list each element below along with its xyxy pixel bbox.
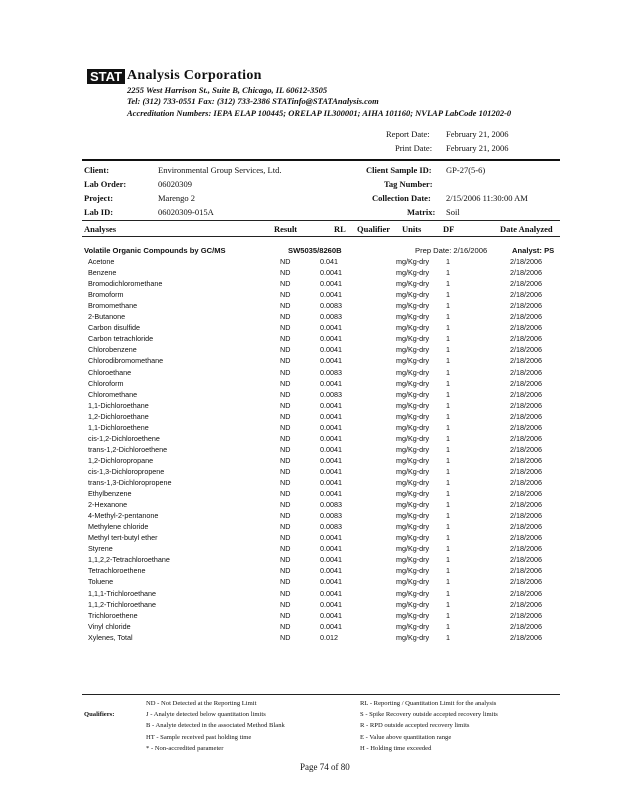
result-cell: ND bbox=[280, 555, 291, 565]
analyte-cell: Bromomethane bbox=[88, 301, 138, 311]
date-cell: 2/18/2006 bbox=[510, 356, 542, 366]
result-cell: ND bbox=[280, 257, 291, 266]
rl-cell: 0.0041 bbox=[320, 455, 342, 465]
units-cell: mg/Kg-dry bbox=[396, 389, 430, 399]
df-cell: 1 bbox=[446, 257, 450, 266]
analyte-cell: 2-Hexanone bbox=[88, 500, 128, 510]
table-row bbox=[0, 290, 642, 301]
col-analyses: Analyses bbox=[84, 224, 117, 234]
rl-cell: 0.0041 bbox=[320, 334, 342, 344]
project-label: Project: bbox=[84, 193, 114, 203]
section-analyst: Analyst: PS bbox=[512, 246, 555, 255]
company-name: Analysis Corporation bbox=[127, 68, 262, 83]
table-row bbox=[0, 478, 642, 489]
rl-cell: 0.0083 bbox=[320, 301, 342, 311]
date-cell: 2/18/2006 bbox=[510, 599, 542, 609]
result-cell: ND bbox=[280, 566, 291, 576]
result-cell: ND bbox=[280, 599, 291, 609]
df-cell: 1 bbox=[446, 433, 450, 443]
units-cell: mg/Kg-dry bbox=[396, 621, 430, 631]
result-cell: ND bbox=[280, 378, 291, 388]
date-cell: 2/18/2006 bbox=[510, 389, 542, 399]
units-cell: mg/Kg-dry bbox=[396, 632, 430, 642]
df-cell: 1 bbox=[446, 500, 450, 510]
analyte-cell: Methylene chloride bbox=[88, 522, 149, 532]
df-cell: 1 bbox=[446, 290, 450, 300]
date-cell: 2/18/2006 bbox=[510, 323, 542, 333]
table-row bbox=[0, 500, 642, 511]
analyte-cell: Bromoform bbox=[88, 290, 124, 300]
footer-rule bbox=[82, 694, 560, 695]
rl-cell: 0.0041 bbox=[320, 544, 342, 554]
analyte-cell: Tetrachloroethene bbox=[88, 566, 146, 576]
df-cell: 1 bbox=[446, 610, 450, 620]
analyte-cell: Methyl tert-butyl ether bbox=[88, 533, 158, 543]
result-cell: ND bbox=[280, 455, 291, 465]
units-cell: mg/Kg-dry bbox=[396, 411, 430, 421]
rl-cell: 0.0041 bbox=[320, 433, 342, 443]
table-row bbox=[0, 390, 642, 401]
table-row bbox=[0, 622, 642, 633]
rl-cell: 0.0041 bbox=[320, 279, 342, 289]
company-contact: Tel: (312) 733-0551 Fax: (312) 733-2386 STATinfo@STATAnalysis.com bbox=[127, 96, 379, 106]
units-cell: mg/Kg-dry bbox=[396, 356, 430, 366]
rl-cell: 0.0041 bbox=[320, 466, 342, 476]
project-value: Marengo 2 bbox=[158, 193, 196, 203]
result-cell: ND bbox=[280, 312, 291, 322]
table-row bbox=[0, 268, 642, 279]
df-cell: 1 bbox=[446, 588, 450, 598]
analyte-cell: 1,1,1-Trichloroethane bbox=[88, 588, 157, 598]
table-row bbox=[0, 434, 642, 445]
analyte-cell: Styrene bbox=[88, 544, 113, 554]
df-cell: 1 bbox=[446, 356, 450, 366]
analyte-cell: Chlorodibromomethane bbox=[88, 356, 164, 366]
col-units: Units bbox=[402, 224, 422, 234]
df-cell: 1 bbox=[446, 489, 450, 499]
units-cell: mg/Kg-dry bbox=[396, 444, 430, 454]
analyte-cell: Benzene bbox=[88, 268, 117, 278]
col-qualifier: Qualifier bbox=[357, 224, 391, 234]
rl-cell: 0.0041 bbox=[320, 411, 342, 421]
df-cell: 1 bbox=[446, 345, 450, 355]
units-cell: mg/Kg-dry bbox=[396, 478, 430, 487]
units-cell: mg/Kg-dry bbox=[396, 599, 430, 609]
result-cell: ND bbox=[280, 356, 291, 366]
client-sample-id-value: GP-27(5-6) bbox=[446, 165, 486, 175]
date-cell: 2/18/2006 bbox=[510, 522, 542, 532]
qualifier-item: R - RPD outside accepted recovery limits bbox=[360, 722, 470, 730]
result-cell: ND bbox=[280, 334, 291, 344]
df-cell: 1 bbox=[446, 411, 450, 421]
date-cell: 2/18/2006 bbox=[510, 478, 542, 487]
units-cell: mg/Kg-dry bbox=[396, 323, 430, 333]
section-title: Volatile Organic Compounds by GC/MS bbox=[84, 246, 226, 255]
date-cell: 2/18/2006 bbox=[510, 544, 542, 554]
date-cell: 2/18/2006 bbox=[510, 400, 542, 410]
result-cell: ND bbox=[280, 323, 291, 333]
result-cell: ND bbox=[280, 422, 291, 432]
table-row bbox=[0, 445, 642, 456]
units-cell: mg/Kg-dry bbox=[396, 511, 430, 521]
date-cell: 2/18/2006 bbox=[510, 511, 542, 521]
units-cell: mg/Kg-dry bbox=[396, 378, 430, 388]
date-cell: 2/18/2006 bbox=[510, 588, 542, 598]
units-cell: mg/Kg-dry bbox=[396, 400, 430, 410]
date-cell: 2/18/2006 bbox=[510, 345, 542, 355]
rl-cell: 0.0041 bbox=[320, 268, 342, 278]
df-cell: 1 bbox=[446, 444, 450, 454]
units-cell: mg/Kg-dry bbox=[396, 301, 430, 311]
analyte-cell: 1,2-Dichloroethane bbox=[88, 411, 149, 421]
table-row bbox=[0, 456, 642, 467]
result-cell: ND bbox=[280, 400, 291, 410]
client-label: Client: bbox=[84, 165, 110, 175]
analyte-cell: Chlorobenzene bbox=[88, 345, 137, 355]
stat-logo: STAT bbox=[87, 69, 125, 84]
result-cell: ND bbox=[280, 610, 291, 620]
result-cell: ND bbox=[280, 632, 291, 642]
table-row bbox=[0, 544, 642, 555]
lab-id-value: 06020309-015A bbox=[158, 207, 214, 217]
df-cell: 1 bbox=[446, 400, 450, 410]
df-cell: 1 bbox=[446, 555, 450, 565]
analyte-cell: Trichloroethene bbox=[88, 610, 138, 620]
df-cell: 1 bbox=[446, 522, 450, 532]
rl-cell: 0.0083 bbox=[320, 389, 342, 399]
rl-cell: 0.0041 bbox=[320, 577, 342, 587]
date-cell: 2/18/2006 bbox=[510, 466, 542, 476]
df-cell: 1 bbox=[446, 466, 450, 476]
client-value: Environmental Group Services, Ltd. bbox=[158, 165, 282, 175]
units-cell: mg/Kg-dry bbox=[396, 433, 430, 443]
qualifier-item: HT - Sample received past holding time bbox=[146, 733, 252, 741]
rl-cell: 0.0041 bbox=[320, 378, 342, 388]
company-address: 2255 West Harrison St., Suite B, Chicago, IL 60612-3505 bbox=[127, 85, 328, 95]
df-cell: 1 bbox=[446, 577, 450, 587]
analyte-cell: Xylenes, Total bbox=[88, 632, 133, 642]
rl-cell: 0.0041 bbox=[320, 566, 342, 576]
col-rl: RL bbox=[334, 224, 346, 234]
table-row bbox=[0, 312, 642, 323]
table-row bbox=[0, 323, 642, 334]
table-row bbox=[0, 555, 642, 566]
info-rule bbox=[82, 220, 560, 221]
collection-date-label: Collection Date: bbox=[372, 193, 431, 203]
result-cell: ND bbox=[280, 444, 291, 454]
analyte-cell: 1,1-Dichloroethane bbox=[88, 400, 149, 410]
rl-cell: 0.0041 bbox=[320, 610, 342, 620]
page-number: Page 74 of 80 bbox=[300, 762, 350, 772]
units-cell: mg/Kg-dry bbox=[396, 257, 430, 266]
result-cell: ND bbox=[280, 500, 291, 510]
result-cell: ND bbox=[280, 411, 291, 421]
analyte-cell: Carbon tetrachloride bbox=[88, 334, 154, 344]
rl-cell: 0.0041 bbox=[320, 345, 342, 355]
date-cell: 2/18/2006 bbox=[510, 411, 542, 421]
table-row bbox=[0, 600, 642, 611]
report-date-value: February 21, 2006 bbox=[446, 129, 509, 139]
qualifier-item: S - Spike Recovery outside accepted recovery limits bbox=[360, 711, 498, 719]
df-cell: 1 bbox=[446, 334, 450, 344]
qualifier-item: J - Analyte detected below quantitation limits bbox=[146, 711, 266, 719]
client-sample-id-label: Client Sample ID: bbox=[366, 165, 432, 175]
table-row bbox=[0, 489, 642, 500]
df-cell: 1 bbox=[446, 312, 450, 322]
analyte-cell: 1,2-Dichloropropane bbox=[88, 455, 154, 465]
date-cell: 2/18/2006 bbox=[510, 455, 542, 465]
rl-cell: 0.0083 bbox=[320, 500, 342, 510]
analyte-cell: Chloroethane bbox=[88, 367, 132, 377]
table-row bbox=[0, 589, 642, 600]
table-row bbox=[0, 577, 642, 588]
units-cell: mg/Kg-dry bbox=[396, 577, 430, 587]
units-cell: mg/Kg-dry bbox=[396, 455, 430, 465]
accreditation-numbers: Accreditation Numbers: IEPA ELAP 100445; ORELAP IL300001; AIHA 101160; NVLAP LabCode 101202-0 bbox=[127, 108, 512, 118]
df-cell: 1 bbox=[446, 455, 450, 465]
result-cell: ND bbox=[280, 279, 291, 289]
units-cell: mg/Kg-dry bbox=[396, 566, 430, 576]
date-cell: 2/18/2006 bbox=[510, 489, 542, 499]
date-cell: 2/18/2006 bbox=[510, 566, 542, 576]
analyte-cell: 2-Butanone bbox=[88, 312, 126, 322]
table-row bbox=[0, 345, 642, 356]
report-date-label: Report Date: bbox=[386, 129, 430, 139]
rl-cell: 0.0041 bbox=[320, 444, 342, 454]
lab-order-label: Lab Order: bbox=[84, 179, 127, 189]
result-cell: ND bbox=[280, 290, 291, 300]
date-cell: 2/18/2006 bbox=[510, 290, 542, 300]
df-cell: 1 bbox=[446, 422, 450, 432]
result-cell: ND bbox=[280, 522, 291, 532]
date-cell: 2/18/2006 bbox=[510, 268, 542, 278]
units-cell: mg/Kg-dry bbox=[396, 500, 430, 510]
result-cell: ND bbox=[280, 621, 291, 631]
date-cell: 2/18/2006 bbox=[510, 301, 542, 311]
rl-cell: 0.0041 bbox=[320, 533, 342, 543]
units-cell: mg/Kg-dry bbox=[396, 334, 430, 344]
date-cell: 2/18/2006 bbox=[510, 378, 542, 388]
units-cell: mg/Kg-dry bbox=[396, 588, 430, 598]
date-cell: 2/18/2006 bbox=[510, 312, 542, 322]
df-cell: 1 bbox=[446, 511, 450, 521]
units-cell: mg/Kg-dry bbox=[396, 312, 430, 322]
date-cell: 2/18/2006 bbox=[510, 257, 542, 266]
analyte-cell: 4-Methyl-2-pentanone bbox=[88, 511, 159, 521]
rl-cell: 0.0083 bbox=[320, 367, 342, 377]
df-cell: 1 bbox=[446, 279, 450, 289]
analyte-cell: trans-1,3-Dichloropropene bbox=[88, 478, 172, 487]
qualifier-item: H - Holding time exceeded bbox=[360, 744, 432, 752]
table-row bbox=[0, 257, 642, 268]
analyte-cell: Chloromethane bbox=[88, 389, 138, 399]
result-cell: ND bbox=[280, 478, 291, 487]
rl-cell: 0.0041 bbox=[320, 588, 342, 598]
analyte-cell: Acetone bbox=[88, 257, 115, 266]
analyte-cell: 1,1,2,2-Tetrachloroethane bbox=[88, 555, 170, 565]
df-cell: 1 bbox=[446, 533, 450, 543]
df-cell: 1 bbox=[446, 389, 450, 399]
analyte-cell: 1,1-Dichloroethene bbox=[88, 422, 149, 432]
rl-cell: 0.0041 bbox=[320, 356, 342, 366]
rl-cell: 0.0041 bbox=[320, 478, 342, 487]
matrix-value: Soil bbox=[446, 207, 460, 217]
analyte-cell: trans-1,2-Dichloroethene bbox=[88, 444, 168, 454]
table-row bbox=[0, 566, 642, 577]
df-cell: 1 bbox=[446, 566, 450, 576]
df-cell: 1 bbox=[446, 378, 450, 388]
date-cell: 2/18/2006 bbox=[510, 632, 542, 642]
rl-cell: 0.0041 bbox=[320, 290, 342, 300]
result-cell: ND bbox=[280, 389, 291, 399]
rl-cell: 0.0041 bbox=[320, 599, 342, 609]
table-row bbox=[0, 356, 642, 367]
date-cell: 2/18/2006 bbox=[510, 577, 542, 587]
analyte-cell: Chloroform bbox=[88, 378, 124, 388]
units-cell: mg/Kg-dry bbox=[396, 279, 430, 289]
df-cell: 1 bbox=[446, 301, 450, 311]
tag-number-label: Tag Number: bbox=[384, 179, 433, 189]
header-rule bbox=[82, 159, 560, 161]
df-cell: 1 bbox=[446, 599, 450, 609]
analyte-cell: Toluene bbox=[88, 577, 114, 587]
collection-date-value: 2/15/2006 11:30:00 AM bbox=[446, 193, 528, 203]
date-cell: 2/18/2006 bbox=[510, 422, 542, 432]
table-row bbox=[0, 522, 642, 533]
table-row bbox=[0, 533, 642, 544]
col-date-analyzed: Date Analyzed bbox=[500, 224, 553, 234]
rl-cell: 0.0083 bbox=[320, 312, 342, 322]
df-cell: 1 bbox=[446, 621, 450, 631]
table-header-rule bbox=[82, 236, 560, 237]
table-row bbox=[0, 611, 642, 622]
analyte-cell: Vinyl chloride bbox=[88, 621, 131, 631]
table-row bbox=[0, 412, 642, 423]
result-cell: ND bbox=[280, 533, 291, 543]
rl-cell: 0.0041 bbox=[320, 400, 342, 410]
date-cell: 2/18/2006 bbox=[510, 444, 542, 454]
col-result: Result bbox=[274, 224, 298, 234]
df-cell: 1 bbox=[446, 367, 450, 377]
table-row bbox=[0, 511, 642, 522]
section-method: SW5035/8260B bbox=[288, 246, 342, 255]
qualifier-item: ND - Not Detected at the Reporting Limit bbox=[146, 700, 257, 707]
qualifier-item: * - Non-accredited parameter bbox=[146, 744, 224, 752]
table-row bbox=[0, 301, 642, 312]
section-prep-date: Prep Date: 2/16/2006 bbox=[415, 246, 488, 255]
qualifiers-label: Qualifiers: bbox=[84, 711, 115, 718]
qualifier-item: E - Value above quantitation range bbox=[360, 733, 452, 741]
rl-cell: 0.0083 bbox=[320, 511, 342, 521]
units-cell: mg/Kg-dry bbox=[396, 489, 430, 499]
rl-cell: 0.0041 bbox=[320, 555, 342, 565]
result-cell: ND bbox=[280, 268, 291, 278]
rl-cell: 0.0041 bbox=[320, 489, 342, 499]
units-cell: mg/Kg-dry bbox=[396, 555, 430, 565]
table-row bbox=[0, 423, 642, 434]
qualifier-item: RL - Reporting / Quantitation Limit for the analysis bbox=[360, 700, 497, 707]
analyte-cell: cis-1,2-Dichloroethene bbox=[88, 433, 160, 443]
table-row bbox=[0, 633, 642, 644]
units-cell: mg/Kg-dry bbox=[396, 610, 430, 620]
date-cell: 2/18/2006 bbox=[510, 533, 542, 543]
date-cell: 2/18/2006 bbox=[510, 367, 542, 377]
qualifier-item: B - Analyte detected in the associated Method Blank bbox=[146, 722, 285, 730]
result-cell: ND bbox=[280, 489, 291, 499]
units-cell: mg/Kg-dry bbox=[396, 345, 430, 355]
rl-cell: 0.0041 bbox=[320, 621, 342, 631]
matrix-label: Matrix: bbox=[407, 207, 436, 217]
date-cell: 2/18/2006 bbox=[510, 500, 542, 510]
units-cell: mg/Kg-dry bbox=[396, 522, 430, 532]
result-cell: ND bbox=[280, 345, 291, 355]
result-cell: ND bbox=[280, 511, 291, 521]
date-cell: 2/18/2006 bbox=[510, 334, 542, 344]
df-cell: 1 bbox=[446, 478, 450, 487]
units-cell: mg/Kg-dry bbox=[396, 422, 430, 432]
rl-cell: 0.041 bbox=[320, 257, 338, 266]
rl-cell: 0.0041 bbox=[320, 422, 342, 432]
units-cell: mg/Kg-dry bbox=[396, 367, 430, 377]
units-cell: mg/Kg-dry bbox=[396, 533, 430, 543]
result-cell: ND bbox=[280, 433, 291, 443]
analyte-cell: cis-1,3-Dichloropropene bbox=[88, 466, 165, 476]
date-cell: 2/18/2006 bbox=[510, 555, 542, 565]
table-row bbox=[0, 379, 642, 390]
rl-cell: 0.0083 bbox=[320, 522, 342, 532]
result-cell: ND bbox=[280, 544, 291, 554]
print-date-value: February 21, 2006 bbox=[446, 143, 509, 153]
table-row bbox=[0, 279, 642, 290]
result-cell: ND bbox=[280, 577, 291, 587]
col-df: DF bbox=[443, 224, 455, 234]
units-cell: mg/Kg-dry bbox=[396, 290, 430, 300]
lab-id-label: Lab ID: bbox=[84, 207, 114, 217]
result-cell: ND bbox=[280, 588, 291, 598]
result-cell: ND bbox=[280, 466, 291, 476]
df-cell: 1 bbox=[446, 632, 450, 642]
rl-cell: 0.012 bbox=[320, 632, 338, 642]
date-cell: 2/18/2006 bbox=[510, 279, 542, 289]
table-row bbox=[0, 334, 642, 345]
analyte-cell: Ethylbenzene bbox=[88, 489, 132, 499]
table-row bbox=[0, 467, 642, 478]
analyte-cell: 1,1,2-Trichloroethane bbox=[88, 599, 157, 609]
units-cell: mg/Kg-dry bbox=[396, 268, 430, 278]
analyte-cell: Bromodichloromethane bbox=[88, 279, 163, 289]
df-cell: 1 bbox=[446, 323, 450, 333]
date-cell: 2/18/2006 bbox=[510, 621, 542, 631]
date-cell: 2/18/2006 bbox=[510, 610, 542, 620]
analyte-cell: Carbon disulfide bbox=[88, 323, 140, 333]
table-row bbox=[0, 368, 642, 379]
df-cell: 1 bbox=[446, 544, 450, 554]
print-date-label: Print Date: bbox=[395, 143, 433, 153]
rl-cell: 0.0041 bbox=[320, 323, 342, 333]
lab-order-value: 06020309 bbox=[158, 179, 192, 189]
date-cell: 2/18/2006 bbox=[510, 433, 542, 443]
result-cell: ND bbox=[280, 367, 291, 377]
df-cell: 1 bbox=[446, 268, 450, 278]
units-cell: mg/Kg-dry bbox=[396, 466, 430, 476]
units-cell: mg/Kg-dry bbox=[396, 544, 430, 554]
result-cell: ND bbox=[280, 301, 291, 311]
table-row bbox=[0, 401, 642, 412]
